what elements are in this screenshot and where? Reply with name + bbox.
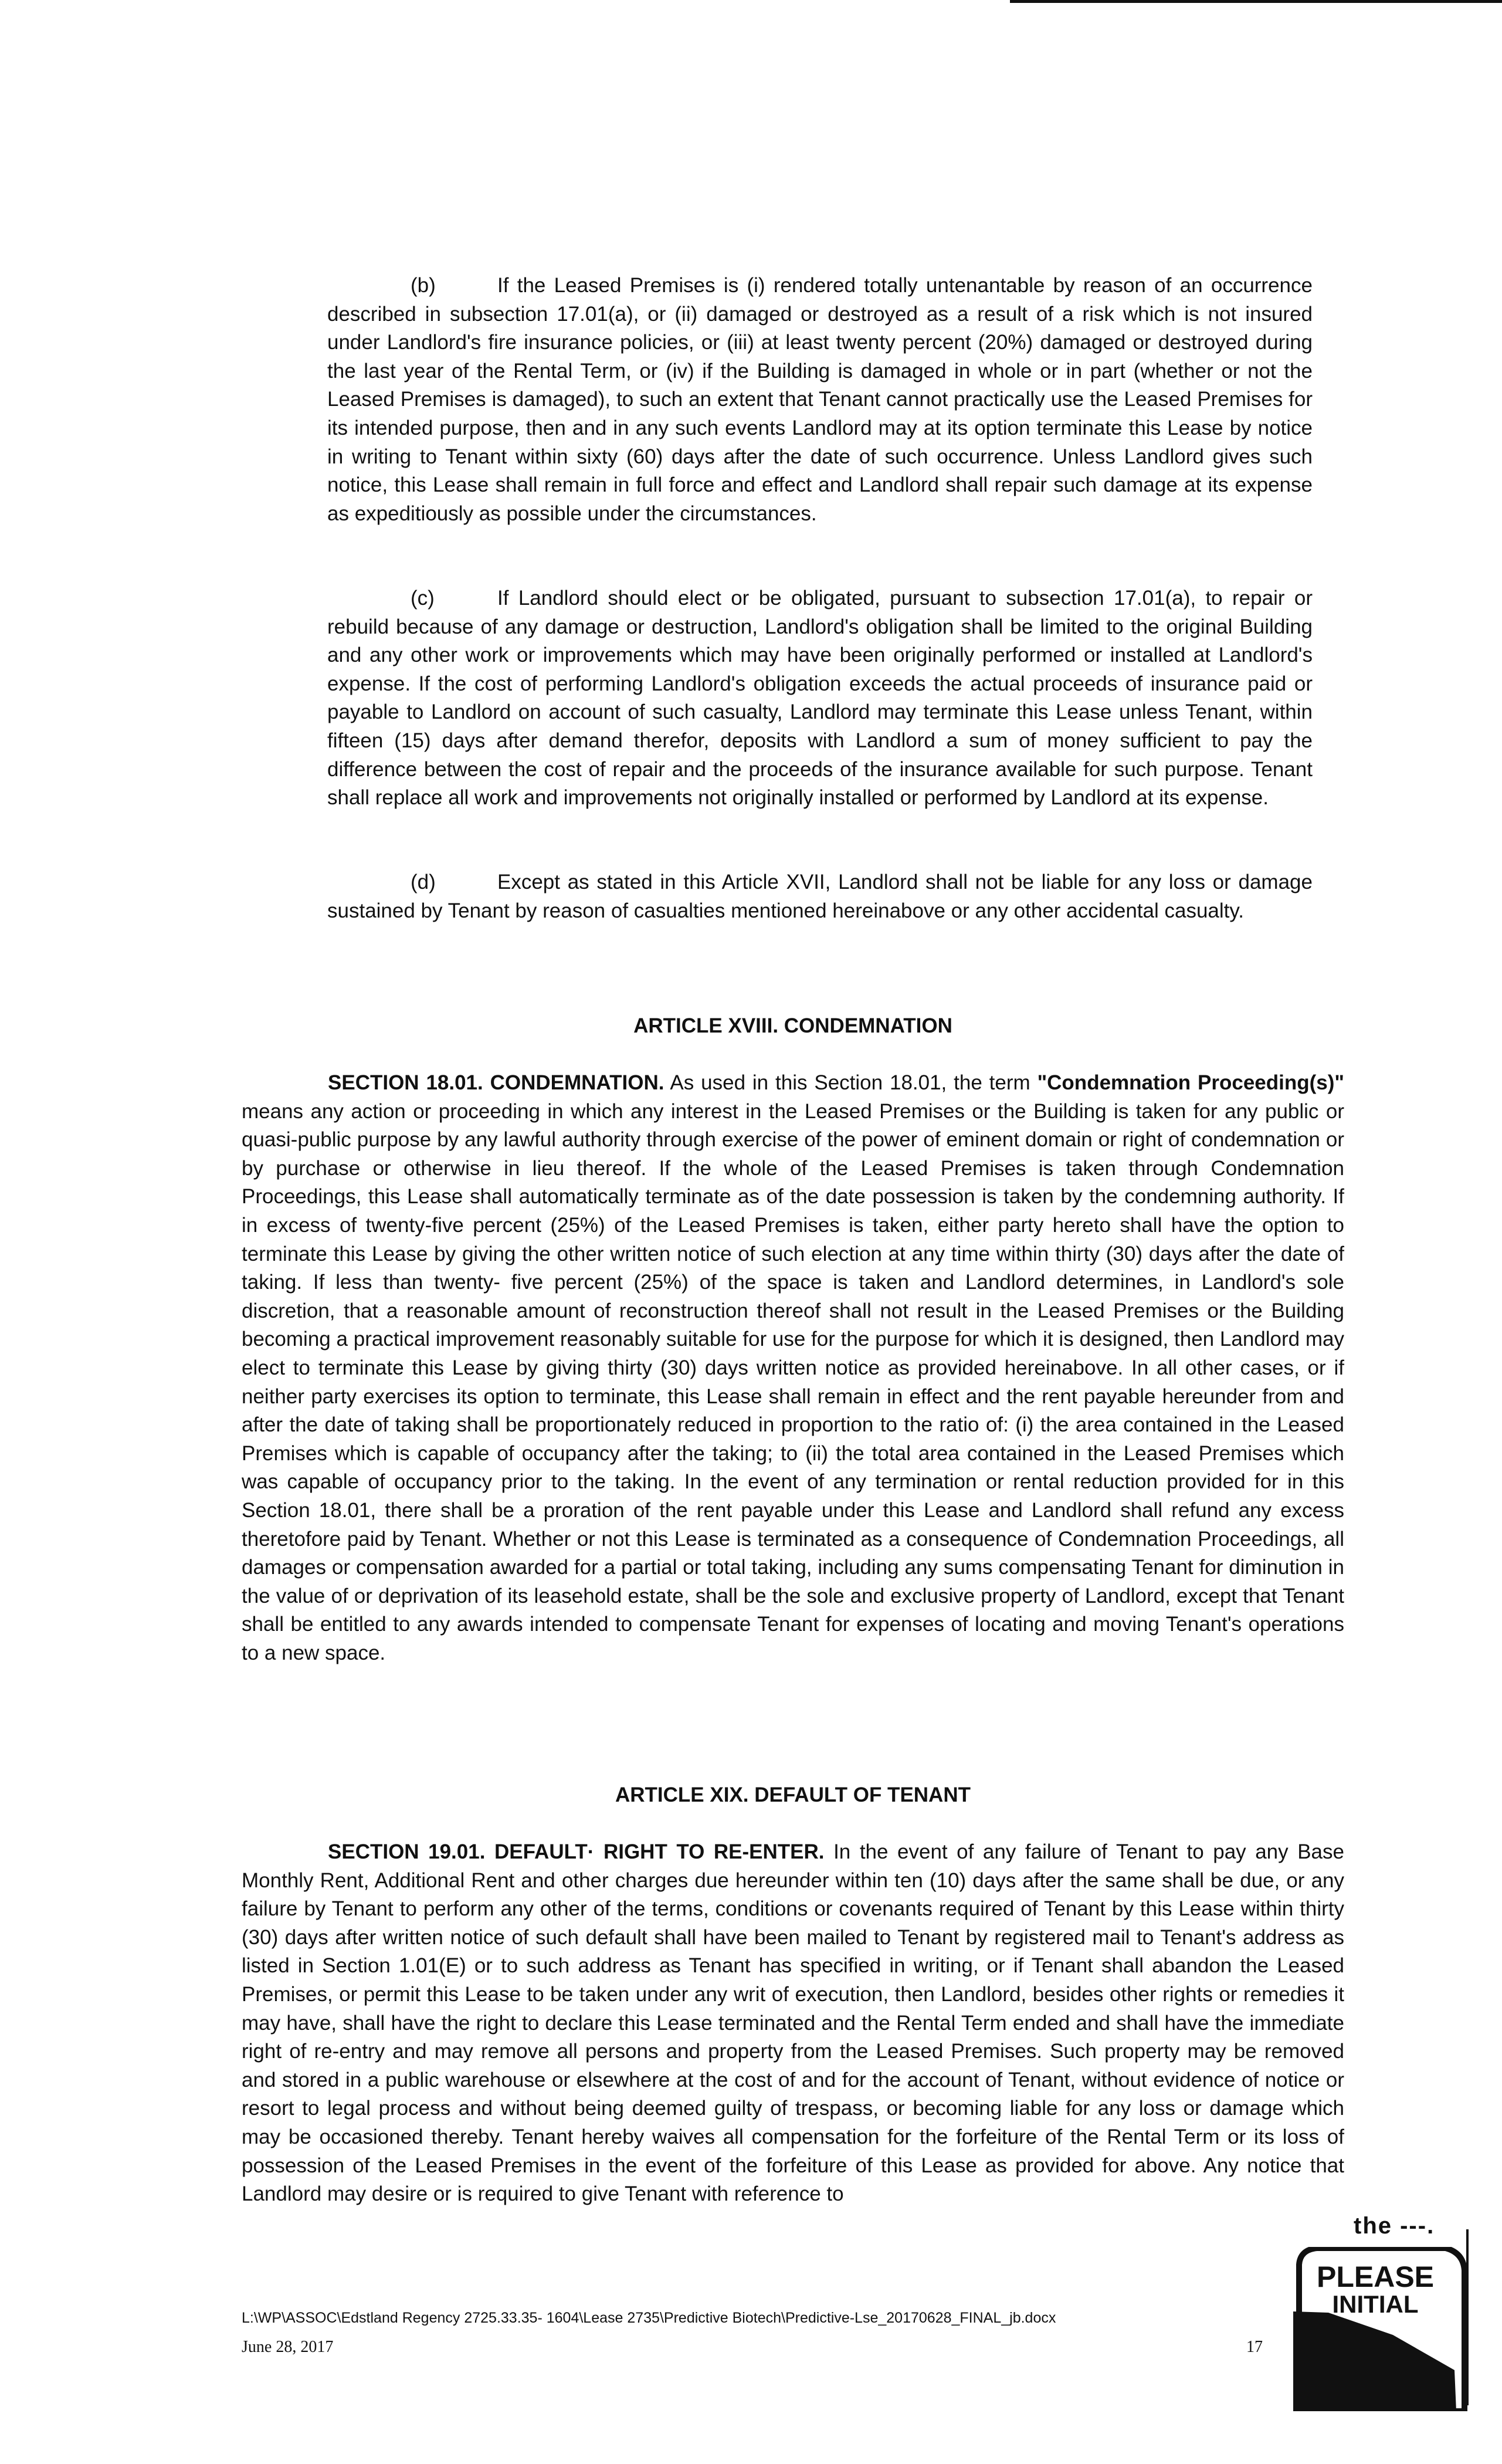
defined-term: "Condemnation Proceeding(s)" [1037,1071,1344,1094]
marker-b: (b) [411,274,436,297]
section-18-text-1: As used in this Section 18.01, the term [670,1071,1030,1094]
marker-d: (d) [411,871,436,893]
top-edge-bar [1010,0,1502,3]
section-18-title: SECTION 18.01. CONDEMNATION. [328,1071,664,1094]
stamp-line-1: PLEASE [1316,2260,1435,2293]
please-initial-stamp [1293,2247,1469,2411]
cut-off-text: the ---. [1354,2213,1435,2239]
paragraph-c [327,584,1313,813]
page-number: 17 [1246,2338,1263,2356]
section-18-01 [242,1069,1344,1667]
section-19-title: SECTION 19.01. DEFAULT· RIGHT TO RE-ENTER. [328,1840,825,1863]
section-19-01 [242,1838,1344,2209]
article-19-heading: ARTICLE XIX. DEFAULT OF TENANT [615,1783,971,1806]
paragraph-c-text: If Landlord should elect or be obligated, pursuant to subsection 17.01(a), to repair or rebuild because of any damage or destruction, Landlord's obligation shall be limited to the original Building and any other work or improvements which may have been originally performed or installed at Landlord's expense. If the cost of performing Landlord's obligation exceeds the actual proceeds of insurance paid or payable to Landlord on account of such casualty, Landlord may terminate this Lease unless Tenant, within fifteen (15) days after demand therefor, deposits with Landlord a sum of money sufficient to pay the difference between the cost of repair and the proceeds of the insurance available for such purpose. Tenant shall replace all work and improvements not originally installed or performed by Landlord at its expense. [327,587,1313,810]
article-18-heading: ARTICLE XVIII. CONDEMNATION [633,1014,952,1037]
right-margin-line [1466,2229,1469,2405]
paragraph-d [327,868,1313,925]
footer-date: June 28, 2017 [242,2338,334,2356]
section-19-text: In the event of any failure of Tenant to pay any Base Monthly Rent, Additional Rent and other charges due hereunder within ten (10) days after the same shall be due, or any failure by Tenant to perform any other of the terms, conditions or covenants required of Tenant by this Lease within thirty (30) days after written notice of such default shall have been mailed to Tenant by registered mail to Tenant's address as listed in Section 1.01(E) or to such address as Tenant has specified in writing, or if Tenant shall abandon the Leased Premises, or permit this Lease to be taken under any writ of execution, then Landlord, besides other rights or remedies it may have, shall have the right to declare this Lease terminated and the Rental Term ended and shall have the immediate right of re-entry and may remove all persons and property from the Leased Premises. Such property may be removed and stored in a public warehouse or elsewhere at the cost of and for the account of Tenant, without evidence of notice or resort to legal process and without being deemed guilty of trespass, or becoming liable for any loss or damage which may be occasioned thereby. Tenant hereby waives all compensation for the forfeiture of the Rental Term or its loss of possession of the Leased Premises in the event of the forfeiture of this Lease as provided for above. Any notice that Landlord may desire or is required to give Tenant with reference to [242,1840,1344,2206]
paragraph-b-text: If the Leased Premises is (i) rendered totally untenantable by reason of an occurrence described in subsection 17.01(a), or (ii) damaged or destroyed as a result of a risk which is not insured under Landlord's fire insurance policies, or (iii) at least twenty percent (20%) damaged or destroyed during the last year of the Rental Term, or (iv) if the Building is damaged in whole or in part (whether or not the Leased Premises is damaged), to such an extent that Tenant cannot practically use the Leased Premises for its intended purpose, then and in any such events Landlord may at its option terminate this Lease by notice in writing to Tenant within sixty (60) days after the date of such occurrence. Unless Landlord gives such notice, this Lease shall remain in full force and effect and Landlord shall repair such damage at its expense as expeditiously as possible under the circumstances. [327,274,1313,525]
section-18-text-2: means any action or proceeding in which any interest in the Leased Premises or the Building is taken for any public or quasi-public purpose by any lawful authority through exercise of the power of eminent domain or right of condemnation or by purchase or otherwise in lieu thereof. If the whole of the Leased Premises is taken through Condemnation Proceedings, this Lease shall automatically terminate as of the date possession is taken by the condemning authority. If in excess of twenty-five percent (25%) of the Leased Premises is taken, either party hereto shall have the option to terminate this Lease by giving the other written notice of such election at any time within thirty (30) days after the date of taking. If less than twenty- five percent (25%) of the space is taken and Landlord determines, in Landlord's sole discretion, that a reasonable amount of reconstruction thereof shall not result in the Leased Premises or the Building becoming a practical improvement reasonably suitable for use for the purpose for which it is designed, then Landlord may elect to terminate this Lease by giving thirty (30) days written notice as provided hereinabove. In all other cases, or if neither party exercises its option to terminate, this Lease shall remain in effect and the rent payable hereunder from and after the date of taking shall be proportionately reduced in proportion to the ratio of: (i) the area contained in the Leased Premises which is capable of occupancy after the taking; to (ii) the total area contained in the Leased Premises which was capable of occupancy prior to the taking. In the event of any termination or rental reduction provided for in this Section 18.01, there shall be a proration of the rent payable under this Lease and Landlord shall refund any excess theretofore paid by Tenant. Whether or not this Lease is terminated as a consequence of Condemnation Proceedings, all damages or compensation awarded for a partial or total taking, including any sums compensating Tenant for diminution in the value of or deprivation of its leasehold estate, shall be the sole and exclusive property of Landlord, except that Tenant shall be entitled to any awards intended to compensate Tenant for expenses of locating and moving Tenant's operations to a new space. [242,1099,1344,1664]
paragraph-b [327,272,1313,528]
paragraph-d-text: Except as stated in this Article XVII, Landlord shall not be liable for any loss or damage sustained by Tenant by reason of casualties mentioned hereinabove or any other accidental casualty. [327,871,1313,922]
stamp-dark-area [1293,2311,1456,2411]
stamp-line-2: INITIAL [1332,2290,1419,2318]
marker-c: (c) [411,587,435,610]
footer-file-path: L:\WP\ASSOC\Edstland Regency 2725.33.35- 1604\Lease 2735\Predictive Biotech\Predictive-Lse_20170628_FINAL_jb.docx [242,2310,1056,2326]
